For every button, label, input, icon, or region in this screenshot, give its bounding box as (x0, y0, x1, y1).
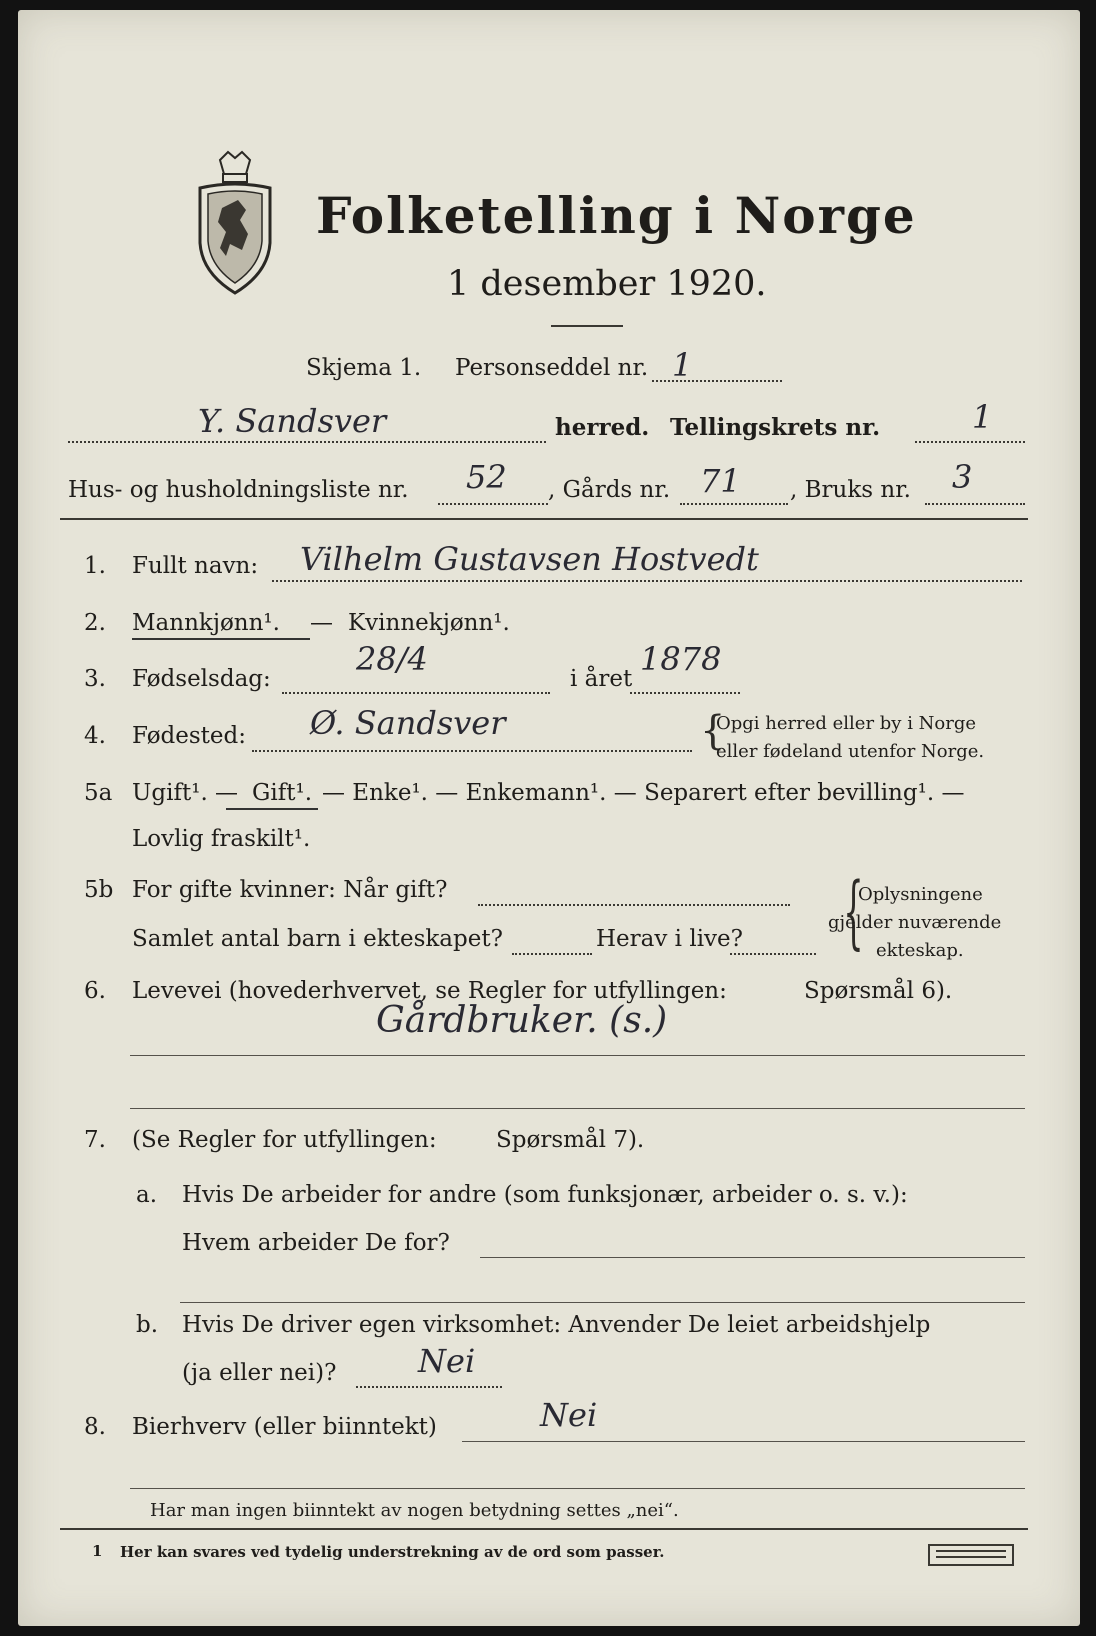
bruks-value[interactable]: 3 (952, 458, 973, 496)
footer-note: Har man ingen biinntekt av nogen betydning settes „nei“. (150, 1500, 679, 1521)
printer-stamp-icon (928, 1544, 1014, 1566)
q2-male-underline (132, 638, 310, 640)
tellingskrets-line (915, 441, 1025, 443)
q8-answer[interactable]: Nei (540, 1396, 598, 1434)
q6-number: 6. (84, 978, 106, 1004)
q5b-note-line2: gjelder nuværende (828, 912, 1002, 933)
herred-value[interactable]: Y. Sandsver (198, 402, 387, 440)
personseddel-label: Personseddel nr. (455, 355, 649, 381)
coat-of-arms-icon (190, 148, 280, 298)
q5b-label-married: For gifte kvinner: Når gift? (132, 877, 448, 903)
footnote-mark: 1 (92, 1542, 103, 1560)
q1-full-name[interactable]: Vilhelm Gustavsen Hostvedt (300, 540, 759, 578)
q3-number: 3. (84, 666, 106, 692)
section-divider (60, 518, 1028, 520)
q7a-line1 (480, 1257, 1025, 1258)
q3-line (282, 692, 550, 694)
q4-brace: { (700, 708, 726, 754)
q7a-line2 (180, 1302, 1025, 1303)
q8-label: Bierhverv (eller biinntekt) (132, 1414, 437, 1440)
q5a-number: 5a (84, 780, 113, 806)
q5b-alive-line (730, 953, 816, 955)
q5a-gift-underline (226, 808, 318, 810)
q5b-married-line (478, 904, 790, 906)
q5b-label-children: Samlet antal barn i ekteskapet? (132, 926, 503, 952)
q5b-note-line1: Oplysningene (858, 884, 983, 905)
q7a-label-line2: Hvem arbeider De for? (182, 1230, 450, 1256)
form-title: Folketelling i Norge (316, 186, 917, 245)
q6-line1 (130, 1055, 1025, 1056)
bruks-line (925, 503, 1025, 505)
husliste-line (438, 503, 548, 505)
q7b-answer[interactable]: Nei (418, 1342, 476, 1380)
q6-occupation[interactable]: Gårdbruker. (s.) (376, 1000, 668, 1041)
q6-label: Levevei (hovederhvervet, se Regler for utfyllingen: (132, 978, 727, 1004)
q1-number: 1. (84, 553, 106, 579)
q8-line1 (462, 1441, 1025, 1442)
q5b-label-alive: Herav i live? (596, 926, 743, 952)
q2-male-option[interactable]: Mannkjønn¹. (132, 610, 280, 636)
q5a-ugift-option[interactable]: Ugift¹. — (132, 780, 239, 806)
q5a-other-options[interactable]: — Enke¹. — Enkemann¹. — Separert efter bevilling¹. — (322, 780, 965, 806)
q6-line2 (130, 1108, 1025, 1109)
title-divider (551, 325, 623, 327)
personseddel-value[interactable]: 1 (672, 346, 693, 384)
bruks-label: , Bruks nr. (790, 477, 911, 503)
q1-line (272, 580, 1022, 582)
gards-label: , Gårds nr. (548, 477, 671, 503)
q7-number: 7. (84, 1127, 106, 1153)
census-form-sheet (18, 10, 1080, 1626)
gards-line (680, 503, 788, 505)
gards-value[interactable]: 71 (700, 462, 741, 500)
footnote-text: Her kan svares ved tydelig understrekning av de ord som passer. (120, 1543, 665, 1561)
q3-label: Fødselsdag: (132, 666, 271, 692)
schema-label: Skjema 1. (306, 355, 422, 381)
q8-number: 8. (84, 1414, 106, 1440)
q2-female-option[interactable]: Kvinnekjønn¹. (348, 610, 510, 636)
q4-number: 4. (84, 723, 106, 749)
q5a-gift-option[interactable]: Gift¹. (252, 780, 313, 806)
q4-label: Fødested: (132, 723, 247, 749)
q5b-children-line (512, 953, 592, 955)
tellingskrets-value[interactable]: 1 (972, 398, 993, 436)
q3-birthdate[interactable]: 28/4 (356, 640, 428, 678)
q5b-brace: { (843, 865, 864, 958)
q3-year-label: i året (570, 666, 633, 692)
tellingskrets-label: Tellingskrets nr. (670, 414, 881, 441)
q7a-label-line1: Hvis De arbeider for andre (som funksjonær, arbeider o. s. v.): (182, 1182, 908, 1208)
q5b-note-line3: ekteskap. (876, 940, 964, 961)
q2-separator: — (310, 610, 333, 636)
q4-birthplace[interactable]: Ø. Sandsver (310, 704, 506, 742)
herred-label: herred. (555, 414, 650, 441)
q6-reference: Spørsmål 6). (804, 978, 953, 1004)
husliste-value[interactable]: 52 (466, 458, 507, 496)
q2-number: 2. (84, 610, 106, 636)
footer-divider (60, 1528, 1028, 1530)
q7-reference: Spørsmål 7). (496, 1127, 645, 1153)
form-date: 1 desember 1920. (447, 264, 767, 304)
herred-line (68, 441, 546, 443)
q3-year-line (630, 692, 740, 694)
q3-birth-year[interactable]: 1878 (640, 640, 722, 678)
q5b-number: 5b (84, 877, 114, 903)
q1-label: Fullt navn: (132, 553, 259, 579)
q7b-label-line2: (ja eller nei)? (182, 1360, 337, 1386)
q8-line2 (130, 1488, 1025, 1489)
q4-line (252, 750, 692, 752)
q7b-letter: b. (136, 1312, 159, 1338)
husliste-label: Hus- og husholdningsliste nr. (68, 477, 409, 503)
q7b-label-line1: Hvis De driver egen virksomhet: Anvender De leiet arbeidshjelp (182, 1312, 931, 1338)
q7b-line (356, 1386, 502, 1388)
q7a-letter: a. (136, 1182, 158, 1208)
q4-note-line1: Opgi herred eller by i Norge (716, 713, 977, 734)
q7-label: (Se Regler for utfyllingen: (132, 1127, 437, 1153)
q4-note-line2: eller fødeland utenfor Norge. (716, 741, 985, 762)
q5a-lovlig-fraskilt[interactable]: Lovlig fraskilt¹. (132, 826, 311, 852)
